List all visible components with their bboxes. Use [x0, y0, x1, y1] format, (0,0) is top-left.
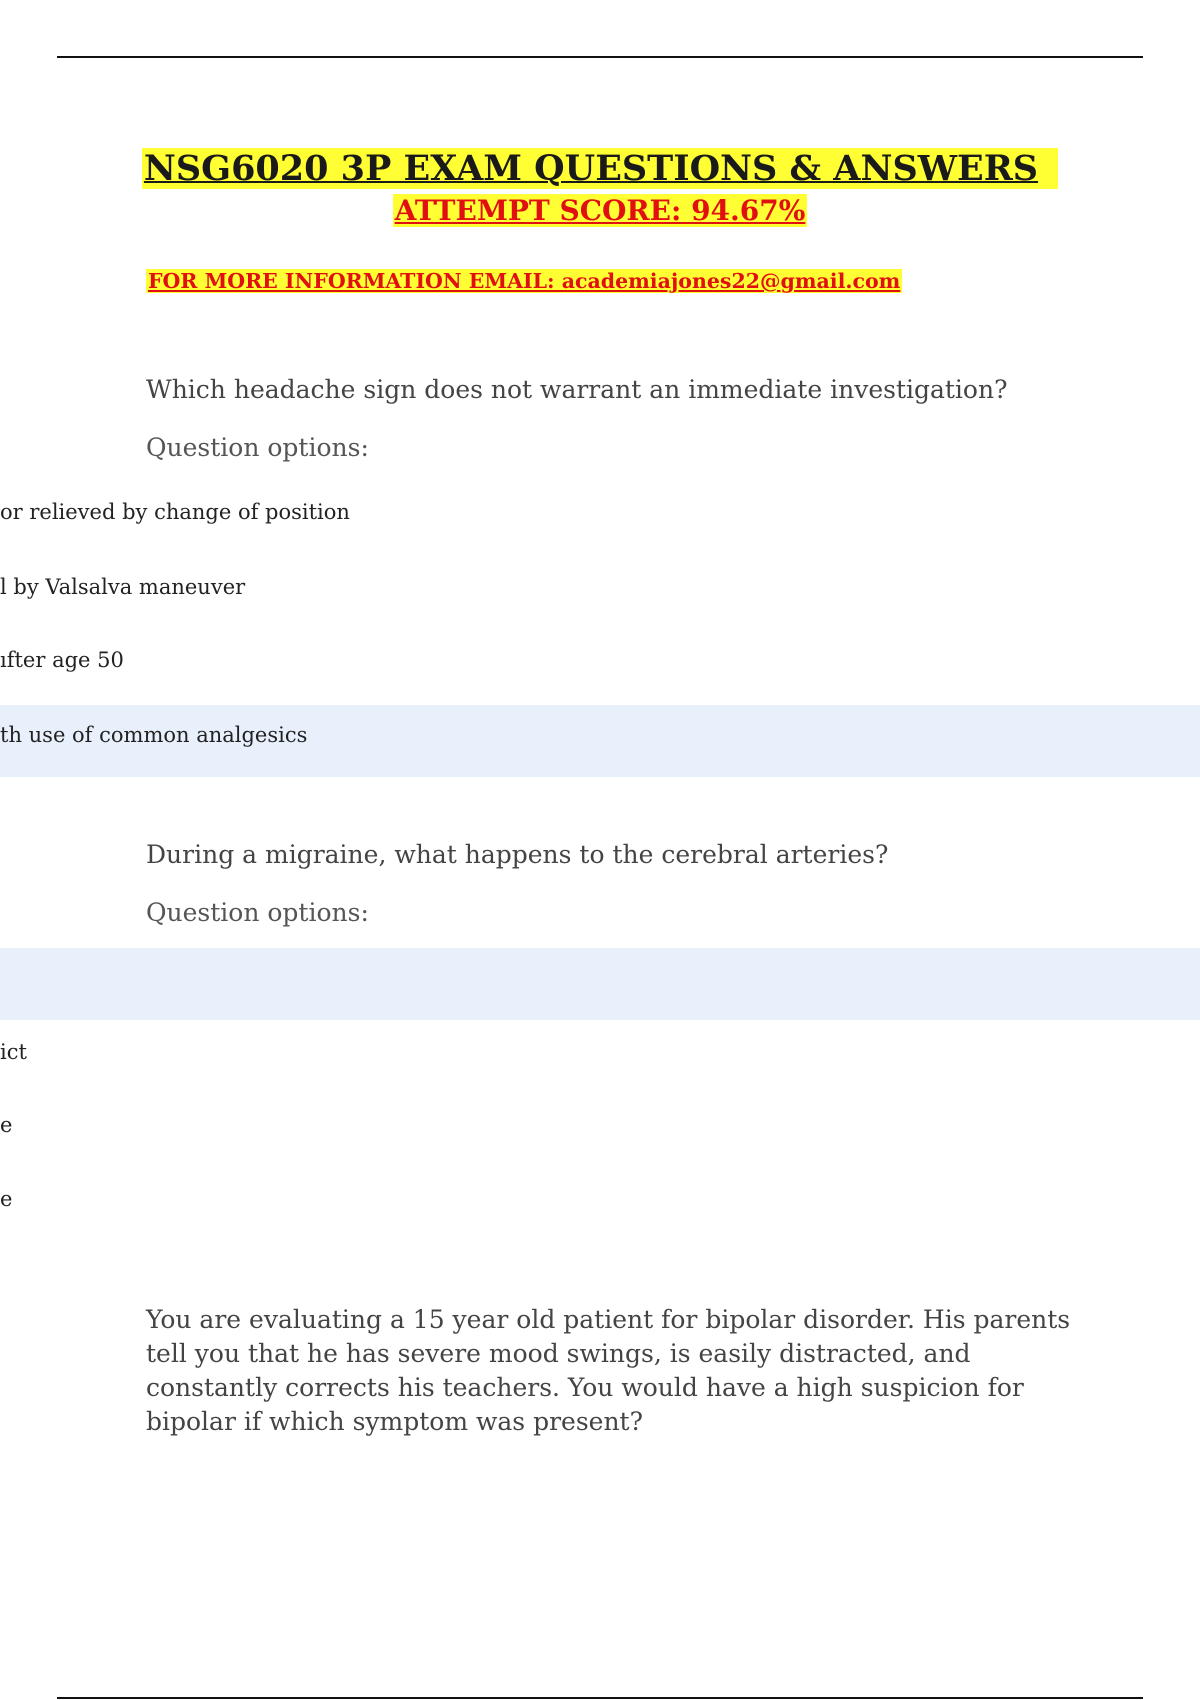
question-2-option-4[interactable]: e: [0, 1187, 13, 1211]
question-1-option-2[interactable]: l by Valsalva maneuver: [0, 575, 246, 599]
question-2-option-2[interactable]: ict: [0, 1040, 27, 1064]
question-2-option-3[interactable]: e: [0, 1113, 13, 1137]
question-1-text: Which headache sign does not warrant an immediate investigation?: [146, 375, 1008, 404]
contact-email-line: FOR MORE INFORMATION EMAIL: academiajones22@gmail.com: [148, 269, 901, 293]
attempt-score-text: ATTEMPT SCORE: 94.67%: [394, 194, 806, 227]
question-3-text: You are evaluating a 15 year old patient for bipolar disorder. His parents tell you that he has severe mood swings, is easily distracted, and constantly corrects his teachers. You would have a high suspicion for bipolar if which symptom was present?: [146, 1305, 1071, 1436]
question-1-option-1[interactable]: or relieved by change of position: [0, 500, 350, 524]
attempt-score: [0, 194, 1200, 227]
top-rule: [57, 56, 1143, 58]
document-title: [0, 148, 1200, 189]
question-2-text: During a migraine, what happens to the cerebral arteries?: [146, 840, 889, 869]
question-1-option-4[interactable]: th use of common analgesics: [0, 723, 308, 747]
document-title-text: NSG6020 3P EXAM QUESTIONS & ANSWERS: [142, 148, 1058, 189]
question-2-selected-option-highlight: [0, 948, 1200, 1020]
question-1-options-label: Question options:: [146, 433, 369, 462]
question-1-option-3[interactable]: ıfter age 50: [0, 648, 124, 672]
question-2-options-label: Question options:: [146, 898, 369, 927]
bottom-rule: [57, 1697, 1143, 1699]
